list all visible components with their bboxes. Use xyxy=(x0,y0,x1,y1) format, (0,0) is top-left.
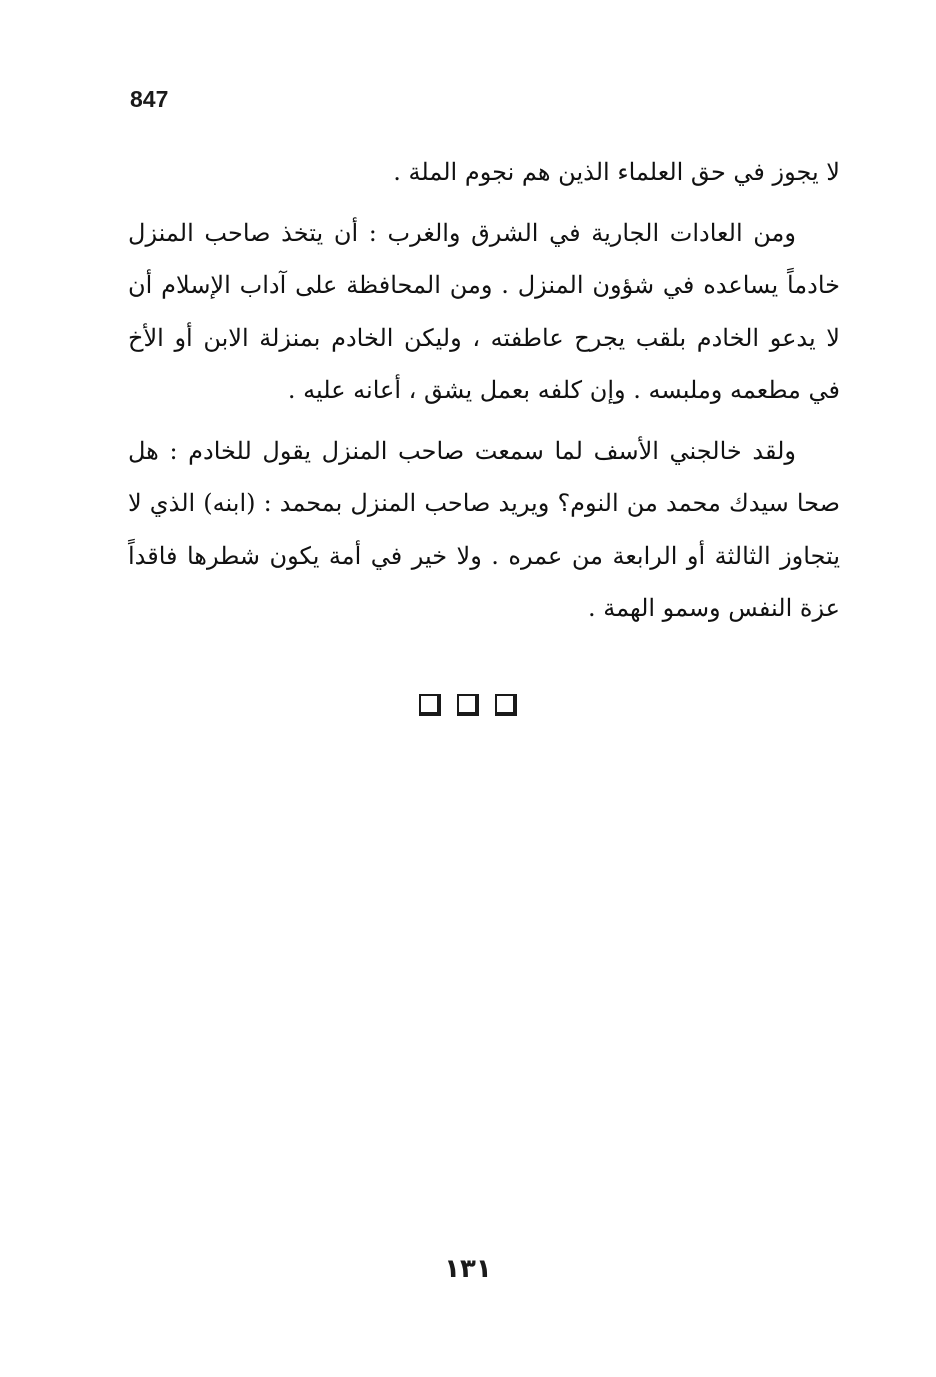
paragraph-1: لا يجوز في حق العلماء الذين هم نجوم الملة . xyxy=(393,158,840,186)
paragraph-3: ولقد خالجني الأسف لما سمعت صاحب المنزل يقول للخادم : هل صحا سيدك محمد من النوم؟ ويريد صاحب المنزل بمحمد : (ابنه) الذي لا يتجاوز الثالثة أو الرابعة من عمره . ولا خير في أمة يكون شطرها فاقداً عزة النفس وسمو الهمة . xyxy=(128,436,840,622)
square-ornament-icon xyxy=(457,694,479,716)
section-separator xyxy=(0,694,936,716)
square-ornament-icon xyxy=(419,694,441,716)
body-text xyxy=(128,146,840,643)
paragraph-2: ومن العادات الجارية في الشرق والغرب : أن يتخذ صاحب المنزل خادماً يساعده في شؤون المنزل . ومن المحافظة على آداب الإسلام أن لا يدعو الخادم بلقب يجرح عاطفته ، وليكن الخادم بمنزلة الابن أو الأخ في مطعمه وملبسه . وإن كلفه بعمل يشق ، أعانه عليه . xyxy=(128,218,840,404)
scan-number: 847 xyxy=(130,86,169,112)
page-number: ١٣١ xyxy=(444,1254,492,1284)
square-ornament-icon xyxy=(495,694,517,716)
